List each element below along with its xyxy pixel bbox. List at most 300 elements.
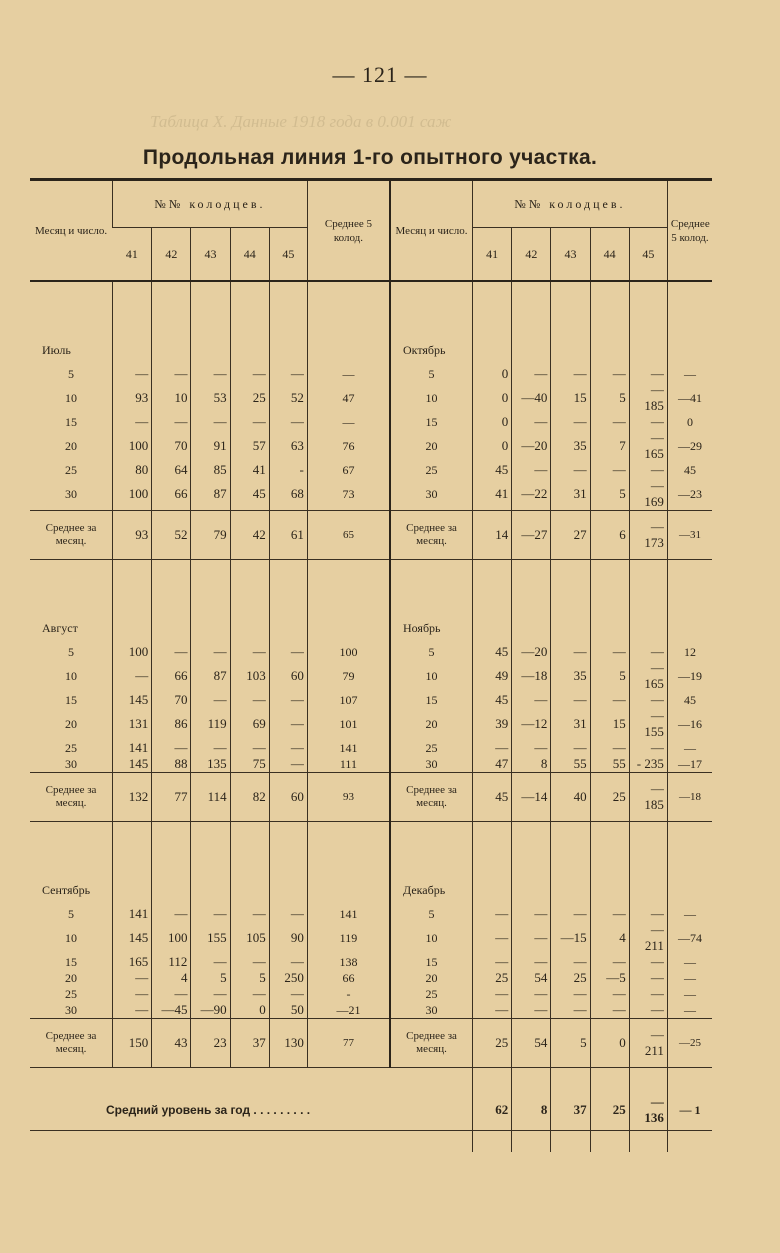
avg5-value-cell: - [307,986,390,1002]
well-value-cell: — [590,692,629,708]
well-value-cell: — [551,986,590,1002]
month-label: Сентябрь [42,883,91,897]
well-value-cell: 41 [230,462,269,478]
well-value-cell: 100 [113,644,152,660]
avg5-value-cell: —74 [667,922,712,954]
well-value-cell: — [590,906,629,922]
header-well-44-left: 44 [230,228,269,282]
empty-cell [590,560,629,597]
day-cell: 10 [65,391,78,405]
well-value-cell: 145 [113,922,152,954]
empty-cell [667,318,712,366]
monthly-average-value: 6 [590,511,629,560]
monthly-average-value: 132 [113,773,152,822]
well-value-cell: 60 [269,660,307,692]
empty-cell [551,282,590,318]
header-well-41-right: 41 [473,228,512,282]
well-value-cell: —165 [629,660,667,692]
well-value-cell: 0 [230,1002,269,1019]
well-value-cell: —12 [512,708,551,740]
well-value-cell: 4 [152,970,191,986]
avg5-value-cell: — [307,414,390,430]
day-cell: 15 [390,692,473,708]
well-value-cell: — [629,1002,667,1019]
day-cell: 15 [65,693,78,707]
empty-cell [191,560,230,597]
empty-cell [113,318,152,366]
well-value-cell: 112 [152,954,191,970]
well-value-cell: 0 [473,382,512,414]
well-value-cell: —169 [629,478,667,511]
monthly-average-value: —185 [629,773,667,822]
well-value-cell: 25 [230,382,269,414]
well-value-cell: 55 [590,756,629,773]
well-value-cell: 75 [230,756,269,773]
well-value-cell: — [152,414,191,430]
data-table-sheet [30,178,712,1131]
empty-cell [152,822,191,859]
well-value-cell: — [629,970,667,986]
table-row [30,954,712,970]
empty-cell [512,560,551,597]
avg5-value-cell: —21 [307,1002,390,1019]
avg5-value-cell: — [667,906,712,922]
empty-cell [473,282,512,318]
day-cell: 25 [390,986,473,1002]
empty-cell [667,560,712,597]
empty-cell [590,318,629,366]
empty-cell [629,596,667,644]
well-value-cell: — [230,644,269,660]
well-value-cell: 54 [512,970,551,986]
well-value-cell: — [269,692,307,708]
day-cell: 5 [68,907,75,921]
well-value-cell: 145 [113,692,152,708]
well-value-cell: 45 [473,462,512,478]
well-value-cell: 85 [191,462,230,478]
monthly-average-value: 43 [152,1019,191,1068]
well-value-cell: 69 [230,708,269,740]
well-value-cell: 93 [113,382,152,414]
monthly-average-value: 93 [113,511,152,560]
well-value-cell: — [230,954,269,970]
day-cell: 20 [65,439,78,453]
well-value-cell: — [512,366,551,382]
avg5-value-cell: 12 [667,644,712,660]
avg5-value-cell: 76 [307,430,390,462]
well-value-cell: 0 [473,430,512,462]
monthly-average-value: 150 [113,1019,152,1068]
monthly-average-label: Среднее за месяц. [30,511,113,560]
well-value-cell: — [512,922,551,954]
empty-cell [230,560,269,597]
well-value-cell: — [590,366,629,382]
annual-average-value: 62 [473,1068,512,1153]
empty-cell [269,858,307,906]
well-value-cell: 8 [512,756,551,773]
avg5-value-cell: 45 [667,692,712,708]
well-value-cell: 35 [551,430,590,462]
well-value-cell: 25 [473,970,512,986]
well-value-cell: — [191,986,230,1002]
well-value-cell: 145 [113,756,152,773]
monthly-average-value: 14 [473,511,512,560]
well-value-cell: — [230,366,269,382]
groundwater-table [30,181,712,1152]
empty-cell [590,822,629,859]
header-wells-group-right: №№ колодцев. [473,181,668,228]
empty-cell [512,822,551,859]
day-cell: 30 [390,1002,473,1019]
well-value-cell: 53 [191,382,230,414]
well-value-cell: 41 [473,478,512,511]
avg5-value-cell: — [667,986,712,1002]
monthly-average-value: —14 [512,773,551,822]
avg5-value-cell: —41 [667,382,712,414]
well-value-cell: — [629,462,667,478]
well-value-cell: 64 [152,462,191,478]
well-value-cell: — [230,692,269,708]
well-value-cell: — [590,644,629,660]
table-row [30,382,712,414]
well-value-cell: — [113,366,152,382]
well-value-cell: — [473,740,512,756]
day-cell: 5 [390,366,473,382]
empty-cell [230,822,269,859]
well-value-cell: — [269,986,307,1002]
avg5-value-cell: — [667,740,712,756]
well-value-cell: —211 [629,922,667,954]
monthly-average-avg5: 65 [307,511,390,560]
well-value-cell: 50 [269,1002,307,1019]
monthly-average-value: 130 [269,1019,307,1068]
day-cell: 30 [390,478,473,511]
empty-cell [390,822,473,859]
empty-cell [629,822,667,859]
empty-cell [473,318,512,366]
well-value-cell: — [152,986,191,1002]
well-value-cell: — [269,740,307,756]
well-value-cell: - 235 [629,756,667,773]
empty-cell [307,318,390,366]
monthly-average-value: 82 [230,773,269,822]
monthly-average-value: 54 [512,1019,551,1068]
well-value-cell: — [191,414,230,430]
monthly-average-value: 27 [551,511,590,560]
well-value-cell: — [629,644,667,660]
table-row [30,922,712,954]
table-row [30,692,712,708]
well-value-cell: 15 [590,708,629,740]
well-value-cell: 68 [269,478,307,511]
day-cell: 20 [65,971,78,985]
well-value-cell: — [191,644,230,660]
empty-cell [269,318,307,366]
table-row [30,906,712,922]
well-value-cell: 90 [269,922,307,954]
day-cell: 25 [65,987,78,1001]
header-well-44-right: 44 [590,228,629,282]
avg5-value-cell: — [667,366,712,382]
well-value-cell: 0 [473,366,512,382]
header-avg5-right: Среднее 5 колод. [667,181,712,281]
well-value-cell: — [551,1002,590,1019]
monthly-average-value: 25 [590,773,629,822]
well-value-cell: — [590,740,629,756]
table-row [30,708,712,740]
well-value-cell: — [512,954,551,970]
well-value-cell: — [629,740,667,756]
monthly-average-value: 77 [152,773,191,822]
empty-cell [307,858,390,906]
empty-cell [307,822,390,859]
well-value-cell: 86 [152,708,191,740]
well-value-cell: — [590,414,629,430]
well-value-cell: 66 [152,660,191,692]
avg5-value-cell: 107 [307,692,390,708]
well-value-cell: —90 [191,1002,230,1019]
day-cell: 20 [390,970,473,986]
table-body [30,282,712,1152]
avg5-value-cell: —29 [667,430,712,462]
table-row [30,740,712,756]
avg5-value-cell: 111 [307,756,390,773]
well-value-cell: 15 [551,382,590,414]
avg5-value-cell: 67 [307,462,390,478]
well-value-cell: — [191,906,230,922]
well-value-cell: 87 [191,478,230,511]
monthly-average-value: 5 [551,1019,590,1068]
monthly-average-value: 79 [191,511,230,560]
day-cell: 5 [68,367,75,381]
well-value-cell: 5 [590,478,629,511]
avg5-value-cell: 66 [307,970,390,986]
well-value-cell: — [512,1002,551,1019]
empty-cell [191,822,230,859]
empty-cell [152,596,191,644]
monthly-average-value: 37 [230,1019,269,1068]
monthly-average-value: 25 [473,1019,512,1068]
empty-cell [512,318,551,366]
empty-cell [629,318,667,366]
day-cell: 5 [390,644,473,660]
avg5-value-cell: 47 [307,382,390,414]
header-well-42-left: 42 [152,228,191,282]
well-value-cell: 4 [590,922,629,954]
well-value-cell: 119 [191,708,230,740]
table-row [30,414,712,430]
avg5-value-cell: 45 [667,462,712,478]
monthly-average-avg5: 77 [307,1019,390,1068]
well-value-cell: — [113,986,152,1002]
well-value-cell: — [113,970,152,986]
empty-cell [113,282,152,318]
monthly-average-avg5: —18 [667,773,712,822]
well-value-cell: 57 [230,430,269,462]
day-cell: 30 [65,1003,78,1017]
well-value-cell: — [113,660,152,692]
well-value-cell: — [269,644,307,660]
day-cell: 10 [65,931,78,945]
well-value-cell: — [269,954,307,970]
empty-cell [30,282,113,318]
monthly-average-value: 61 [269,511,307,560]
empty-cell [191,596,230,644]
empty-cell [269,282,307,318]
avg5-value-cell: 73 [307,478,390,511]
well-value-cell: 141 [113,740,152,756]
monthly-average-label: Среднее за месяц. [390,773,473,822]
annual-average-row [30,1068,712,1153]
day-cell: 15 [390,414,473,430]
monthly-average-row [30,511,712,560]
annual-average-avg5: — 1 [667,1068,712,1153]
well-value-cell: — [629,986,667,1002]
well-value-cell: — [152,906,191,922]
well-value-cell: 88 [152,756,191,773]
empty-cell [230,858,269,906]
well-value-cell: 66 [152,478,191,511]
empty-cell [629,858,667,906]
well-value-cell: 7 [590,430,629,462]
table-row [30,756,712,773]
bleed-through-text: Таблица Х. Данные 1918 года в 0.001 саж [150,112,452,131]
well-value-cell: —5 [590,970,629,986]
well-value-cell: — [473,1002,512,1019]
empty-cell [230,282,269,318]
empty-cell [667,822,712,859]
well-value-cell: 47 [473,756,512,773]
empty-cell [113,822,152,859]
well-value-cell: — [152,366,191,382]
well-value-cell: — [191,954,230,970]
well-value-cell: — [473,954,512,970]
well-value-cell: — [269,756,307,773]
empty-cell [551,822,590,859]
avg5-value-cell: — [667,1002,712,1019]
empty-cell [590,282,629,318]
avg5-value-cell: — [307,366,390,382]
well-value-cell: — [551,462,590,478]
well-value-cell: — [230,414,269,430]
empty-cell [152,560,191,597]
monthly-average-label: Среднее за месяц. [30,773,113,822]
empty-cell [390,560,473,597]
well-value-cell: —20 [512,644,551,660]
header-month-date-left: Месяц и число. [35,224,108,237]
well-value-cell: —15 [551,922,590,954]
header-well-43-right: 43 [551,228,590,282]
avg5-value-cell: 100 [307,644,390,660]
empty-cell [590,596,629,644]
well-value-cell: —18 [512,660,551,692]
well-value-cell: — [113,1002,152,1019]
well-value-cell: 70 [152,692,191,708]
empty-cell [152,318,191,366]
well-value-cell: —165 [629,430,667,462]
monthly-average-avg5: —25 [667,1019,712,1068]
table-row [30,1002,712,1019]
well-value-cell: 52 [269,382,307,414]
monthly-average-value: 45 [473,773,512,822]
avg5-value-cell: 141 [307,740,390,756]
monthly-average-avg5: —31 [667,511,712,560]
well-value-cell: 250 [269,970,307,986]
monthly-average-value: 42 [230,511,269,560]
well-value-cell: —185 [629,382,667,414]
month-label: Август [42,621,78,635]
header-well-41-left: 41 [113,228,152,282]
day-cell: 10 [65,669,78,683]
monthly-average-value: 60 [269,773,307,822]
well-value-cell: — [590,954,629,970]
empty-cell [473,822,512,859]
header-well-43-left: 43 [191,228,230,282]
well-value-cell: 100 [113,430,152,462]
well-value-cell: 5 [590,382,629,414]
empty-cell [152,858,191,906]
well-value-cell: — [629,906,667,922]
well-value-cell: —45 [152,1002,191,1019]
day-cell: 10 [390,660,473,692]
well-value-cell: 155 [191,922,230,954]
well-value-cell: 91 [191,430,230,462]
well-value-cell: — [113,414,152,430]
well-value-cell: — [512,986,551,1002]
day-cell: 30 [65,487,78,501]
well-value-cell: — [551,414,590,430]
well-value-cell: — [230,986,269,1002]
well-value-cell: — [269,414,307,430]
well-value-cell: 0 [473,414,512,430]
header-avg5-left: Среднее 5 колод. [307,181,390,281]
empty-cell [191,318,230,366]
annual-average-label: Средний уровень за год . . . . . . . . . [106,1103,311,1117]
well-value-cell: — [269,366,307,382]
annual-average-value: —136 [629,1068,667,1153]
table-row [30,986,712,1002]
empty-cell [152,282,191,318]
empty-cell [30,560,113,597]
empty-cell [269,560,307,597]
well-value-cell: —20 [512,430,551,462]
empty-cell [230,596,269,644]
well-value-cell: 5 [230,970,269,986]
well-value-cell: — [230,906,269,922]
table-row [30,478,712,511]
empty-cell [551,858,590,906]
well-value-cell: — [191,366,230,382]
well-value-cell: 105 [230,922,269,954]
well-value-cell: 135 [191,756,230,773]
well-value-cell: — [512,692,551,708]
page-number: — 121 — [332,62,428,87]
well-value-cell: 5 [191,970,230,986]
day-cell: 15 [390,954,473,970]
empty-cell [667,596,712,644]
avg5-value-cell: —19 [667,660,712,692]
well-value-cell: 5 [590,660,629,692]
day-cell: 20 [65,717,78,731]
annual-average-value: 37 [551,1068,590,1153]
well-value-cell: — [551,740,590,756]
annual-average-value: 8 [512,1068,551,1153]
table-title: Продольная линия 1-го опытного участка. [142,146,598,169]
well-value-cell: 100 [152,922,191,954]
well-value-cell: 80 [113,462,152,478]
avg5-value-cell: 79 [307,660,390,692]
empty-cell [191,282,230,318]
